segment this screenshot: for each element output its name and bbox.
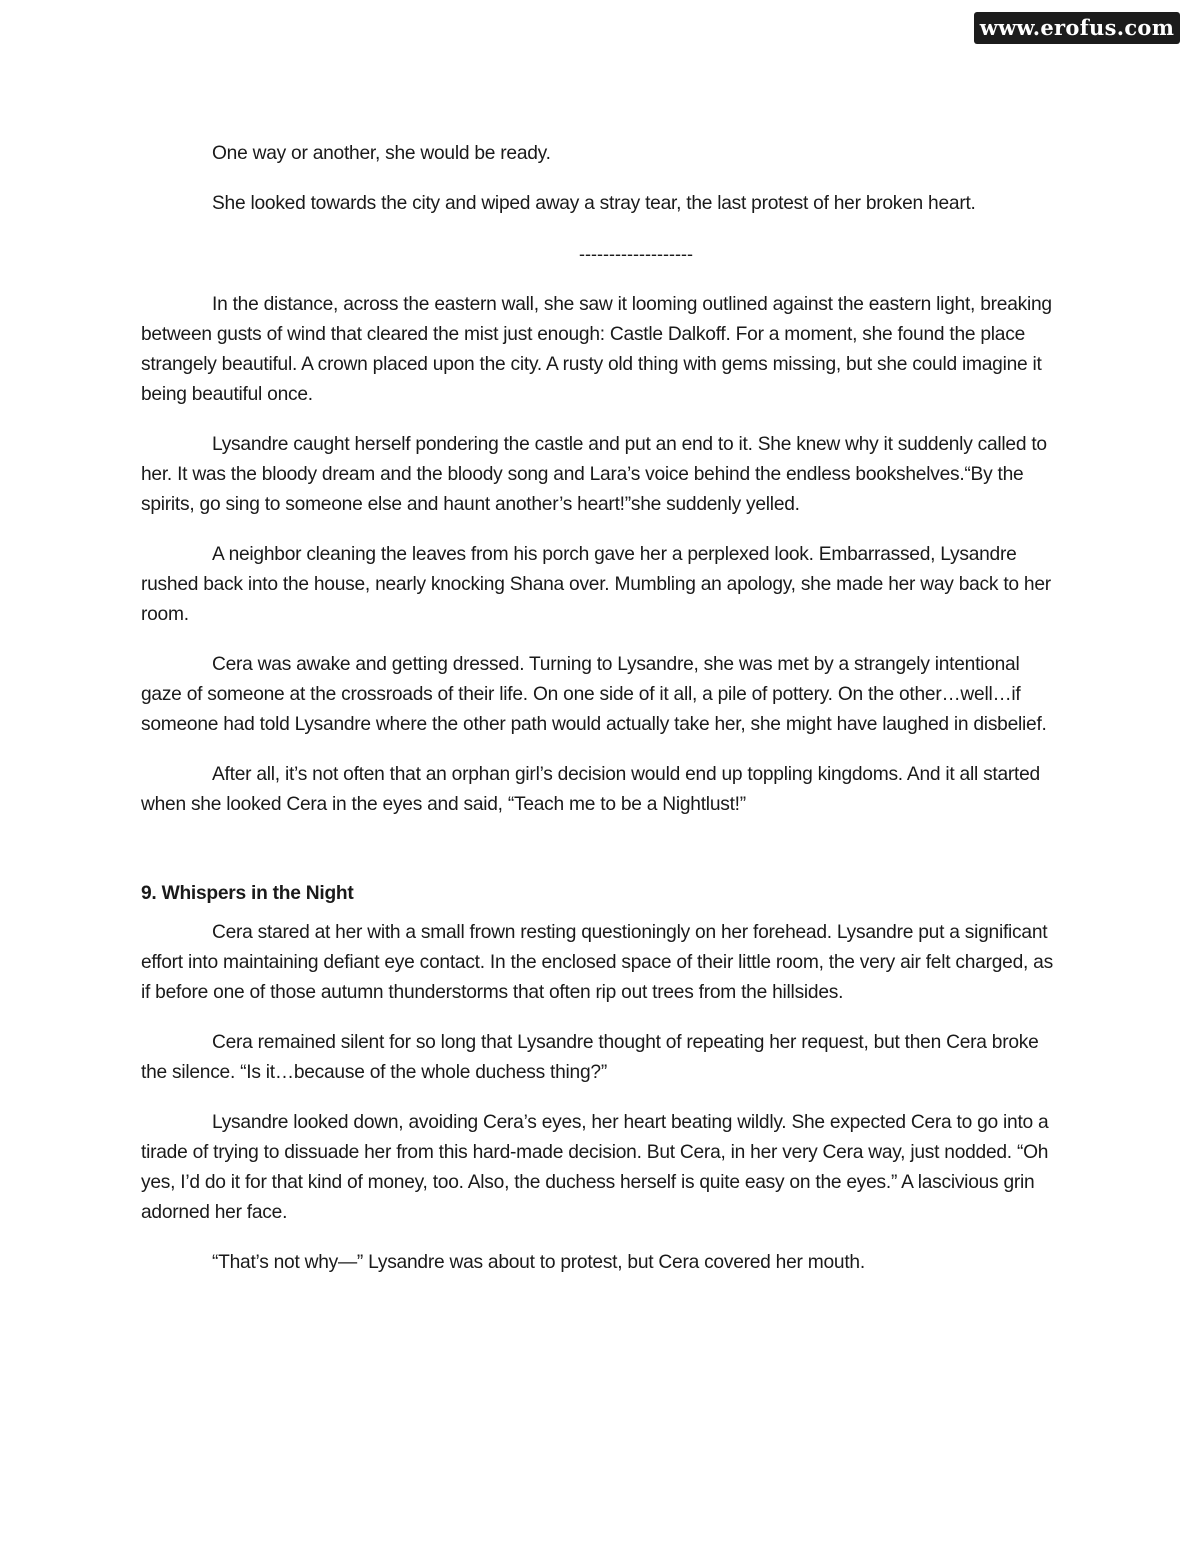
paragraph: “That’s not why—” Lysandre was about to protest, but Cera covered her mouth. <box>212 1252 865 1273</box>
section-separator: ------------------- <box>579 244 693 264</box>
paragraph: Cera stared at her with a small frown resting questioningly on her forehead. Lysandre put a significant effort into maintaining defiant eye contact. In the enclosed space of their little room, the very air felt charged, as if before one of those autumn thunderstorms that often rip out trees from the hillsides. <box>141 922 1053 1003</box>
paragraph: Cera remained silent for so long that Lysandre thought of repeating her request, but then Cera broke the silence. “Is it…because of the whole duchess thing?” <box>141 1032 1039 1083</box>
paragraph: A neighbor cleaning the leaves from his porch gave her a perplexed look. Embarrassed, Lysandre rushed back into the house, nearly knocking Shana over. Mumbling an apology, she made her way back to her room. <box>141 544 1051 625</box>
paragraph: Cera was awake and getting dressed. Turning to Lysandre, she was met by a strangely intentional gaze of someone at the crossroads of their life. On one side of it all, a pile of pottery. On the other…well…if someone had told Lysandre where the other path would actually take her, she might have laughed in disbelief. <box>141 654 1047 735</box>
paragraph: After all, it’s not often that an orphan girl’s decision would end up toppling kingdoms. And it all started when she looked Cera in the eyes and said, “Teach me to be a Nightlust!” <box>141 764 1040 815</box>
paragraph: Lysandre caught herself pondering the castle and put an end to it. She knew why it suddenly called to her. It was the bloody dream and the bloody song and Lara’s voice behind the endless bookshelves.“By the spirits, go sing to someone else and haunt another’s heart!”she suddenly yelled. <box>141 434 1047 515</box>
watermark: www.erofus.com <box>974 12 1180 44</box>
document-page <box>141 139 1061 1278</box>
paragraph: In the distance, across the eastern wall, she saw it looming outlined against the eastern light, breaking between gusts of wind that cleared the mist just enough: Castle Dalkoff. For a moment, she found the place strangely beautiful. A crown placed upon the city. A rusty old thing with gems missing, but she could imagine it being beautiful once. <box>141 294 1052 405</box>
chapter-heading: 9. Whispers in the Night <box>141 883 354 904</box>
paragraph: One way or another, she would be ready. <box>212 143 551 164</box>
paragraph: She looked towards the city and wiped away a stray tear, the last protest of her broken heart. <box>212 193 976 214</box>
paragraph: Lysandre looked down, avoiding Cera’s eyes, her heart beating wildly. She expected Cera to go into a tirade of trying to dissuade her from this hard-made decision. But Cera, in her very Cera way, just nodded. “Oh yes, I’d do it for that kind of money, too. Also, the duchess herself is quite easy on the eyes.” A lascivious grin adorned her face. <box>141 1112 1049 1223</box>
